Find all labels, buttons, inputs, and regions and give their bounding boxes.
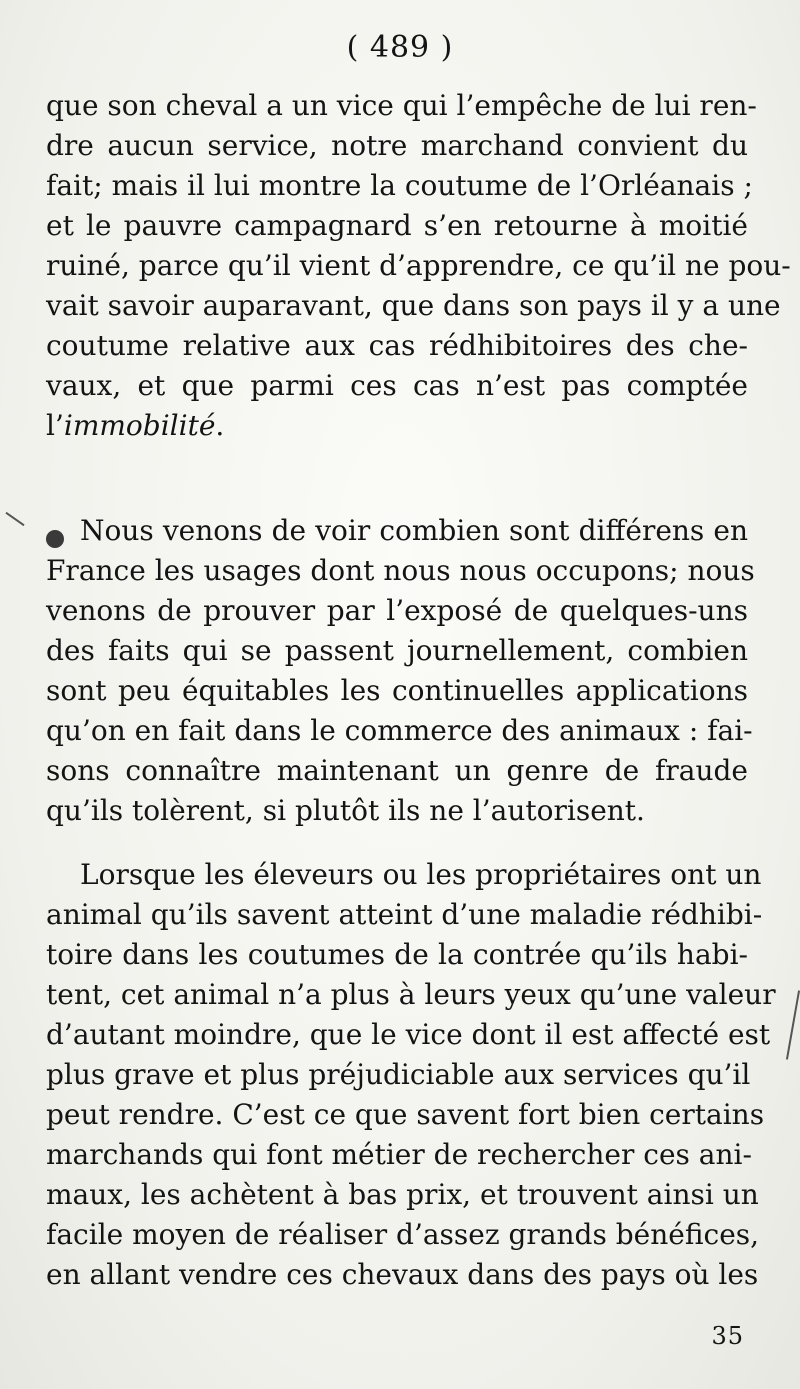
- paragraph-2: [46, 511, 755, 831]
- text-line: vait savoir auparavant, que dans son pays il y a une: [46, 289, 781, 322]
- text-line: maux, les achètent à bas prix, et trouvent ainsi un: [46, 1178, 759, 1211]
- text-line: peut rendre. C’est ce que savent fort bien certains: [46, 1098, 765, 1131]
- text-line: que son cheval a un vice qui l’empêche de lui ren-: [46, 89, 757, 122]
- text-line: et le pauvre campagnard s’en retourne à moitié: [46, 209, 748, 242]
- paragraph-1: [46, 86, 791, 446]
- paragraph-3: [46, 855, 776, 1295]
- text-line: en allant vendre ces chevaux dans des pays où les: [46, 1258, 759, 1291]
- margin-pen-mark: [5, 512, 24, 526]
- text-line: qu’on en fait dans le commerce des animaux : fai-: [46, 714, 753, 747]
- text-line: France les usages dont nous nous occupons; nous: [46, 554, 755, 587]
- text-line: d’autant moindre, que le vice dont il est affecté est: [46, 1018, 771, 1051]
- text-line: facile moyen de réaliser d’assez grands bénéfices,: [46, 1218, 760, 1251]
- signature-mark: 35: [711, 1322, 744, 1350]
- text-line: marchands qui font métier de rechercher ces ani-: [46, 1138, 752, 1171]
- text-line-final: [46, 406, 748, 446]
- text-line: coutume relative aux cas rédhibitoires des che-: [46, 329, 748, 362]
- text-line: sont peu équitables les continuelles applications: [46, 674, 748, 707]
- text-line: des faits qui se passent journellement, combien: [46, 634, 748, 667]
- text-fragment: .: [215, 409, 225, 442]
- italic-word: immobilité: [63, 409, 216, 442]
- text-fragment: l’: [46, 409, 64, 442]
- text-line: sons connaître maintenant un genre de fraude: [46, 754, 748, 787]
- text-line: Nous venons de voir combien sont différens en: [80, 514, 748, 547]
- text-line: ruiné, parce qu’il vient d’apprendre, ce qu’il ne pou-: [46, 249, 791, 282]
- margin-pen-mark: [786, 990, 800, 1059]
- page-number-header: ( 489 ): [346, 30, 454, 65]
- text-line: vaux, et que parmi ces cas n’est pas comptée: [46, 369, 748, 402]
- text-line: tent, cet animal n’a plus à leurs yeux qu’une valeur: [46, 978, 776, 1011]
- text-line: venons de prouver par l’exposé de quelques-uns: [46, 594, 748, 627]
- text-line: qu’ils tolèrent, si plutôt ils ne l’autorisent.: [46, 794, 645, 827]
- text-line: Lorsque les éleveurs ou les propriétaires ont un: [80, 858, 762, 891]
- text-line: animal qu’ils savent atteint d’une maladie rédhibi-: [46, 898, 763, 931]
- text-line: fait; mais il lui montre la coutume de l’Orléanais ;: [46, 169, 753, 202]
- text-line: dre aucun service, notre marchand convient du: [46, 129, 748, 162]
- text-line: plus grave et plus préjudiciable aux services qu’il: [46, 1058, 751, 1091]
- text-line: toire dans les coutumes de la contrée qu’ils habi-: [46, 938, 748, 971]
